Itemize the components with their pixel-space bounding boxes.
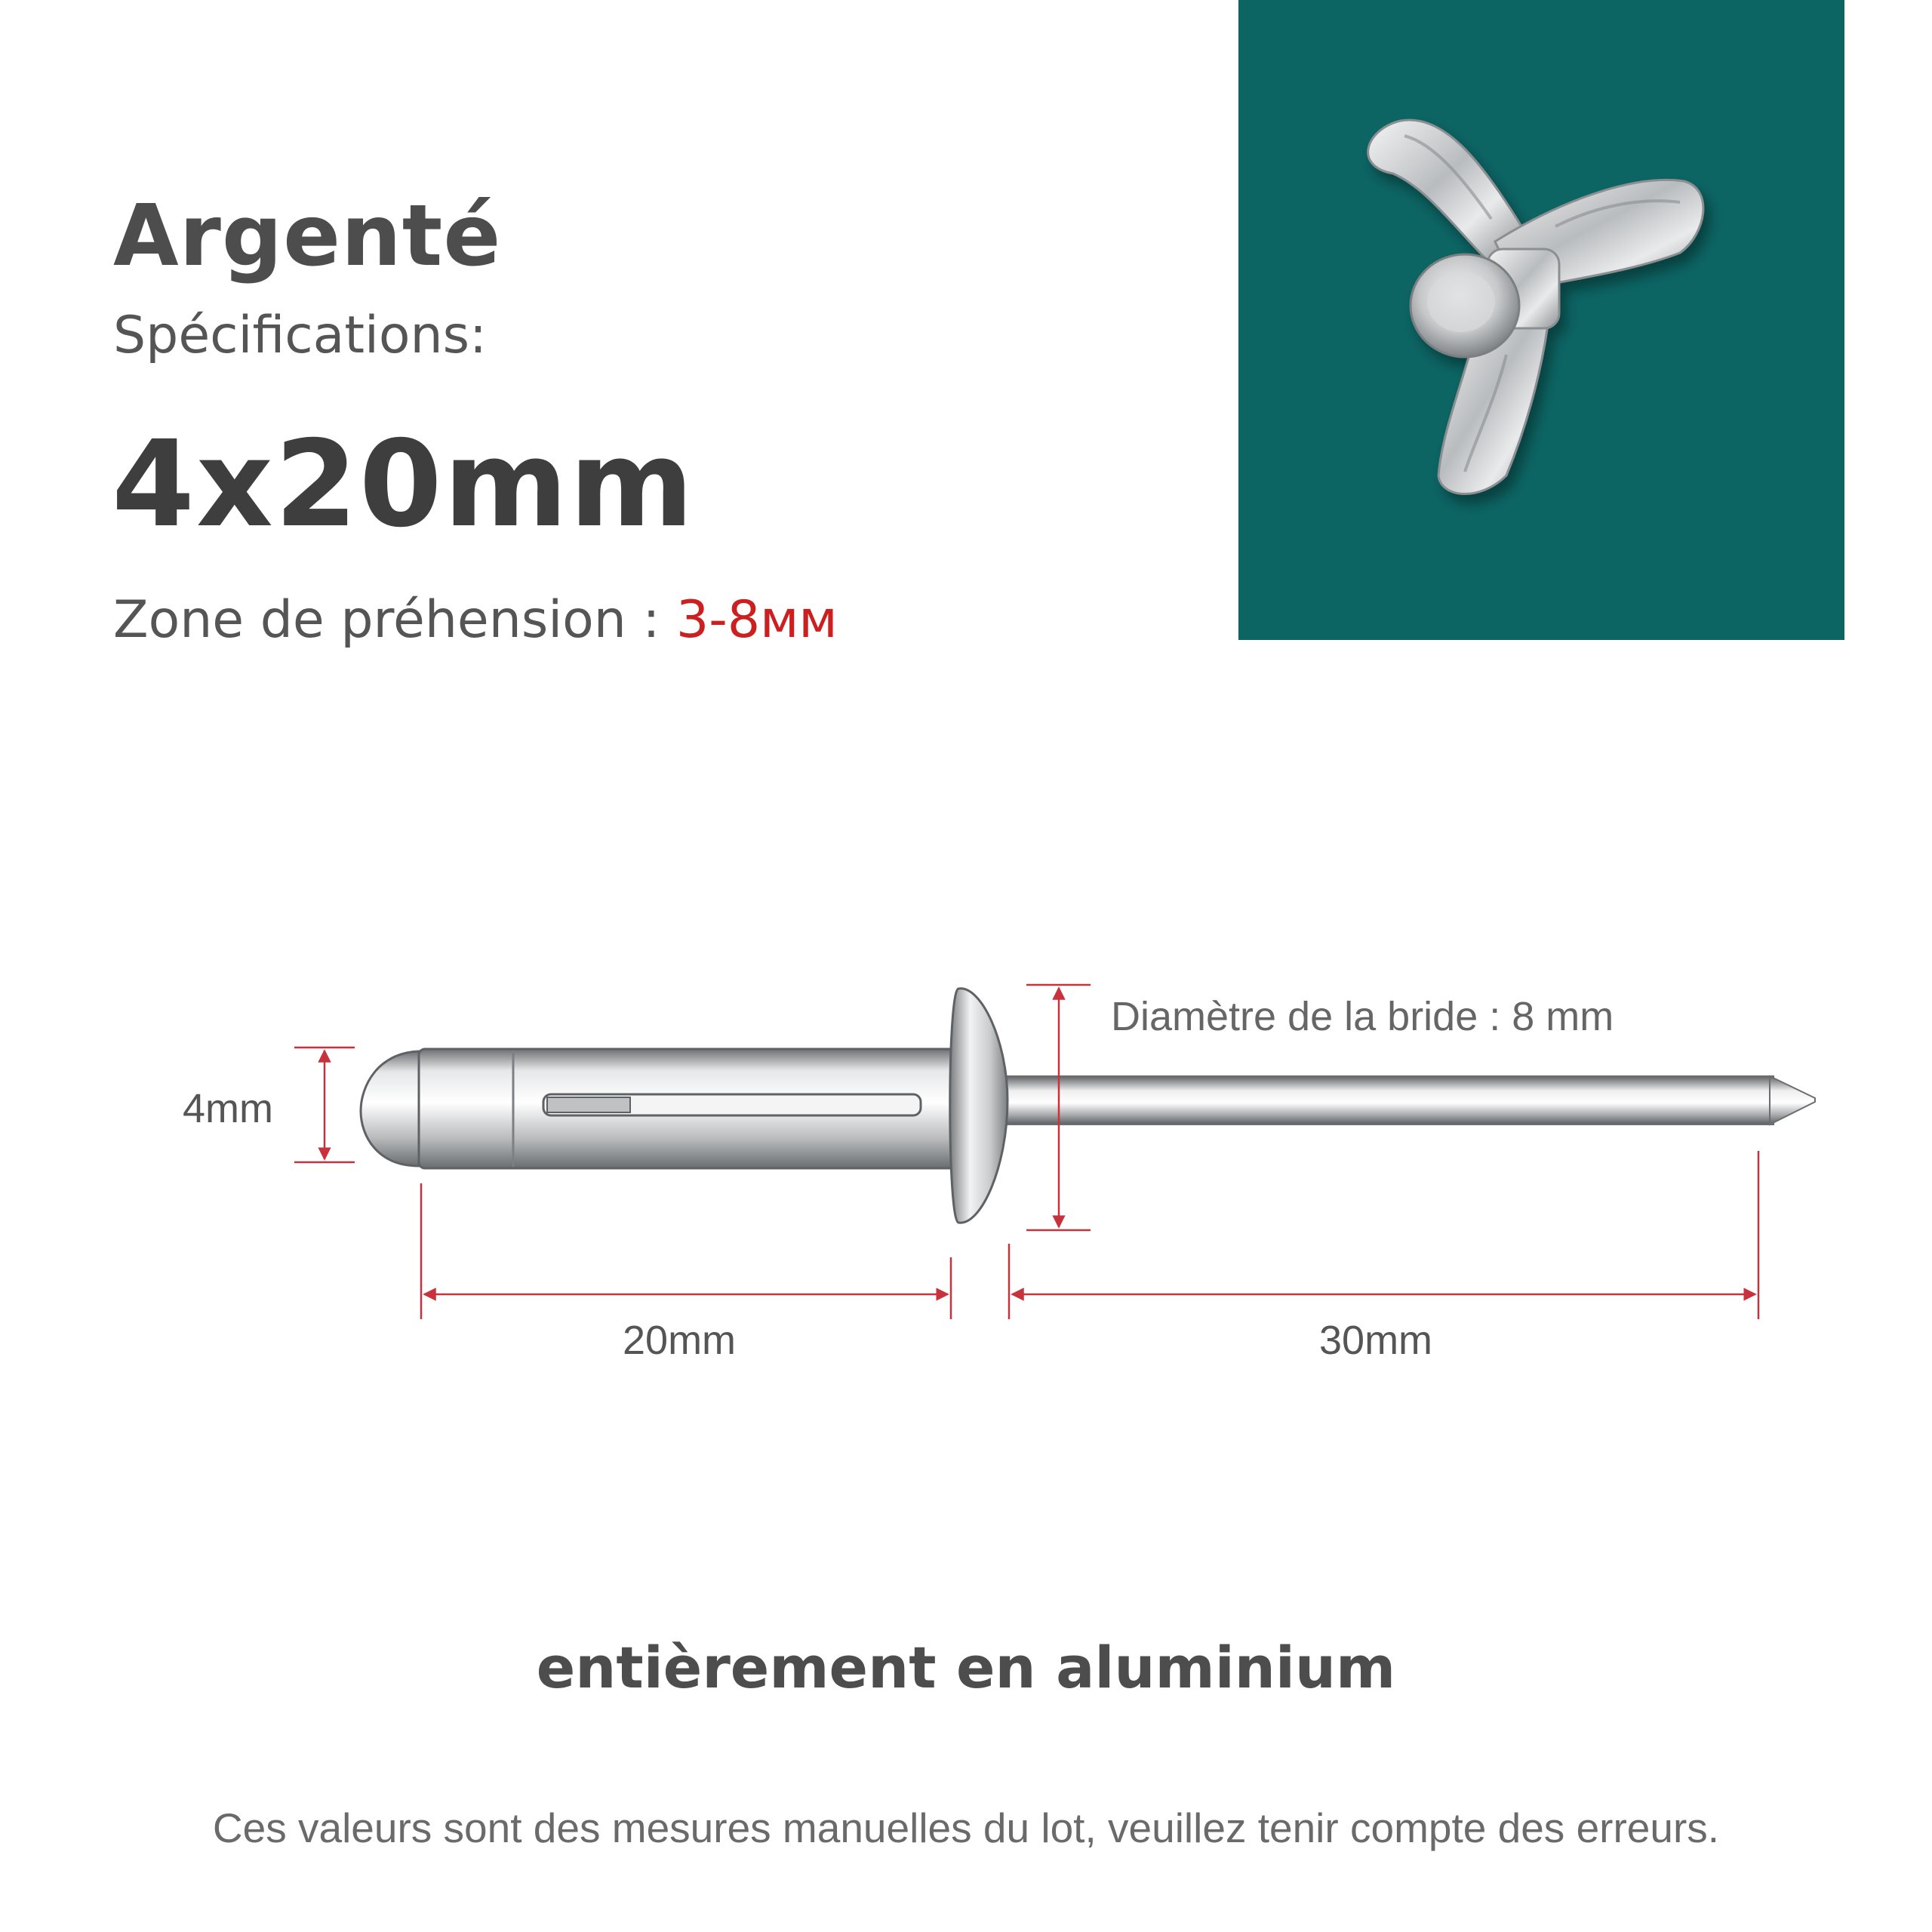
- flange-diameter-label: Diamètre de la bride : 8 mm: [1111, 994, 1614, 1039]
- rivet-body: [361, 1049, 962, 1168]
- specifications-label: Spécifications:: [113, 306, 487, 365]
- measurement-disclaimer: Ces valeurs sont des mesures manuelles du lot, veuillez tenir compte des erreurs.: [212, 1804, 1720, 1851]
- product-size: 4x20mm: [112, 415, 695, 554]
- grip-range-value: 3-8мм: [676, 590, 838, 650]
- material-caption: entièrement en aluminium: [536, 1634, 1396, 1701]
- body-length-label: 20mm: [623, 1318, 737, 1363]
- grip-range-label: Zone de préhension :: [113, 590, 677, 650]
- rivet-flange: [950, 989, 1008, 1223]
- rivet-mandrel: [1004, 1076, 1815, 1124]
- product-color-title: Argenté: [113, 187, 502, 285]
- diameter-label: 4mm: [183, 1086, 273, 1131]
- mandrel-length-label: 30mm: [1319, 1318, 1433, 1363]
